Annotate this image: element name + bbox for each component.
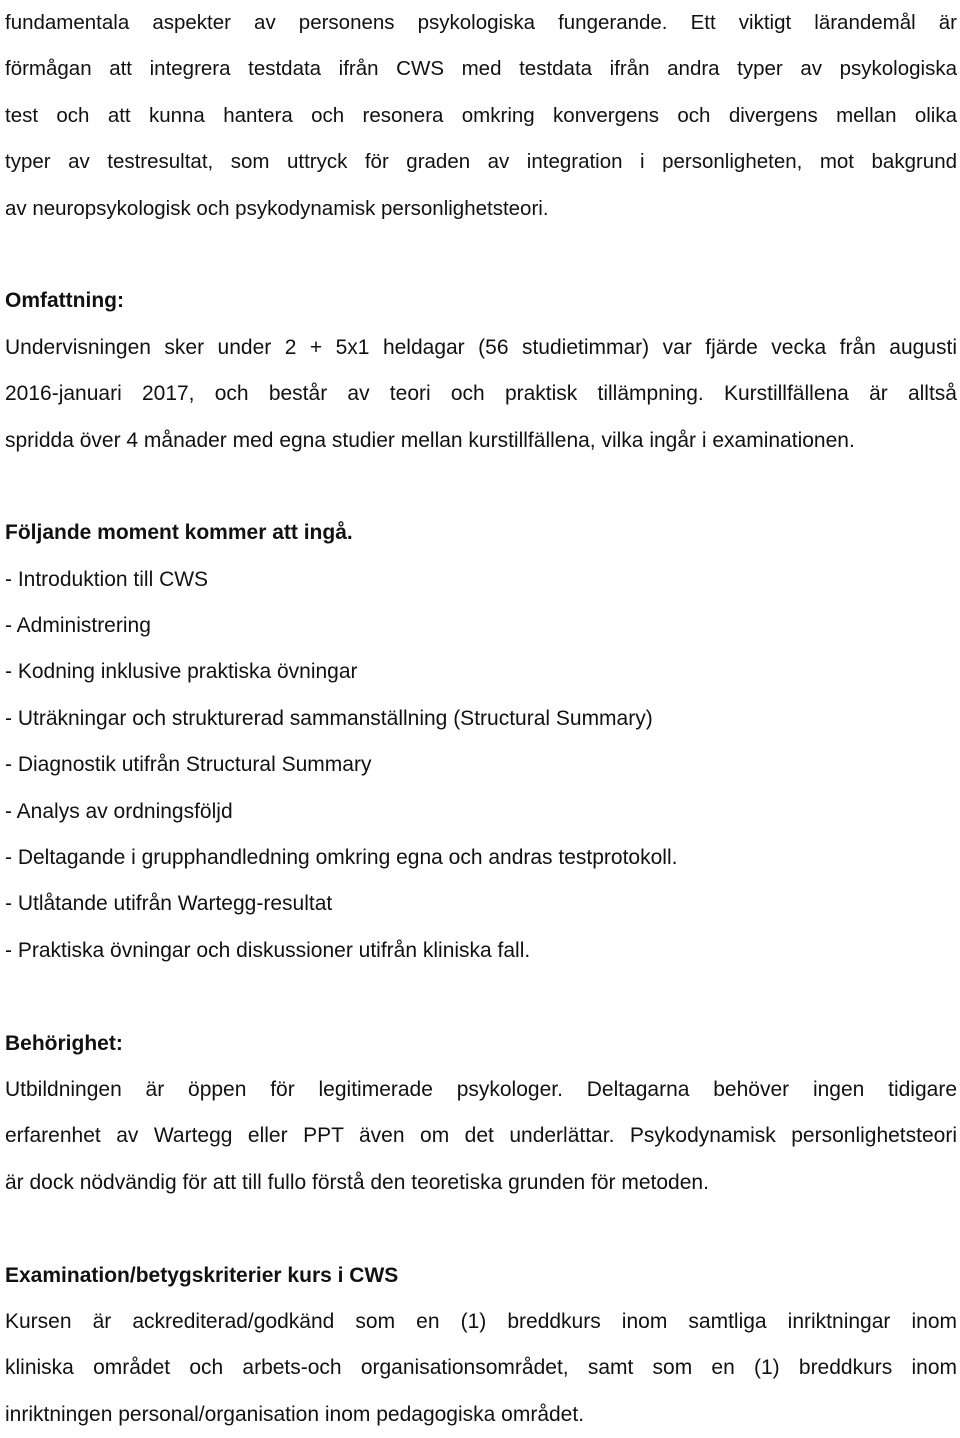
spacer xyxy=(5,974,957,1020)
intro-paragraph xyxy=(5,0,957,232)
intro-line: fundamentala aspekter av personens psykologiska fungerande. Ett viktigt lärandemål är xyxy=(5,11,957,34)
behorighet-line: erfarenhet av Wartegg eller PPT även om det underlättar. Psykodynamisk personlighetsteori xyxy=(5,1124,957,1148)
section-heading: Följande moment kommer att ingå. xyxy=(5,521,353,545)
examination-line: Kursen är ackrediterad/godkänd som en (1) breddkurs inom samtliga inriktningar inom xyxy=(5,1309,957,1333)
moment-section xyxy=(5,510,957,974)
section-heading: Examination/betygskriterier kurs i CWS xyxy=(5,1263,399,1287)
intro-line: förmågan att integrera testdata ifrån CWS med testdata ifrån andra typer av psykologiska xyxy=(5,57,957,81)
list-item: - Uträkningar och strukturerad sammanställning (Structural Summary) xyxy=(5,706,653,730)
section-heading: Behörighet: xyxy=(5,1031,123,1055)
list-item: - Introduktion till CWS xyxy=(5,567,209,591)
omfattning-line: Undervisningen sker under 2 + 5x1 heldagar (56 studietimmar) var fjärde vecka från augusti xyxy=(5,335,957,359)
behorighet-line: Utbildningen är öppen för legitimerade psykologer. Deltagarna behöver ingen tidigare xyxy=(5,1077,957,1101)
document-page xyxy=(5,0,957,1438)
spacer xyxy=(5,464,957,510)
behorighet-section xyxy=(5,1021,957,1207)
spacer xyxy=(5,1206,957,1252)
behorighet-line: är dock nödvändig för att till fullo förstå den teoretiska grunden för metoden. xyxy=(5,1170,709,1194)
list-item: - Diagnostik utifrån Structural Summary xyxy=(5,753,372,777)
omfattning-line: spridda över 4 månader med egna studier mellan kurstillfällena, vilka ingår i examinationen. xyxy=(5,428,855,452)
section-heading: Omfattning: xyxy=(5,289,124,313)
spacer xyxy=(5,232,957,278)
intro-line: test och att kunna hantera och resonera omkring konvergens och divergens mellan olika xyxy=(5,103,957,127)
list-item: - Administrering xyxy=(5,614,151,638)
list-item: - Analys av ordningsföljd xyxy=(5,799,233,823)
examination-section xyxy=(5,1253,957,1438)
intro-line: av neuropsykologisk och psykodynamisk personlighetsteori. xyxy=(5,196,549,220)
omfattning-section xyxy=(5,278,957,464)
examination-line: inriktningen personal/organisation inom pedagogiska området. xyxy=(5,1402,585,1426)
list-item: - Praktiska övningar och diskussioner utifrån kliniska fall. xyxy=(5,938,531,962)
list-item: - Utlåtande utifrån Wartegg-resultat xyxy=(5,892,333,916)
examination-line: kliniska området och arbets-och organisationsområdet, samt som en (1) breddkurs inom xyxy=(5,1356,957,1380)
list-item: - Deltagande i grupphandledning omkring egna och andras testprotokoll. xyxy=(5,846,678,870)
omfattning-line: 2016-januari 2017, och består av teori och praktisk tillämpning. Kurstillfällena är alltså xyxy=(5,382,957,406)
intro-line: typer av testresultat, som uttryck för graden av integration i personligheten, mot bakgrund xyxy=(5,150,957,174)
list-item: - Kodning inklusive praktiska övningar xyxy=(5,660,358,684)
